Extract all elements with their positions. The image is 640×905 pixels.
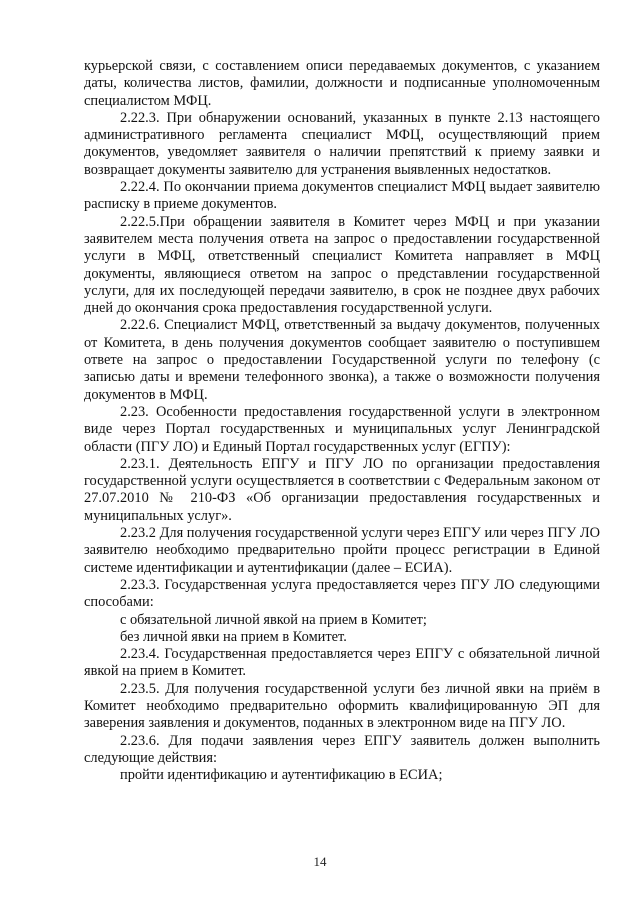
paragraph-2-22-4: 2.22.4. По окончании приема документов специалист МФЦ выдает заявителю расписку в приеме документов. <box>84 179 600 213</box>
paragraph-2-23-6: 2.23.6. Для подачи заявления через ЕПГУ заявитель должен выполнить следующие действия: <box>84 732 600 766</box>
paragraph-2-23-5: 2.23.5. Для получения государственной услуги без личной явки на приём в Комитет необходимо предварительно оформить квалифицированную ЭП для заверения заявления и документов, поданных в электронном виде на ПГУ ЛО. <box>84 680 600 732</box>
paragraph-2-22-6: 2.22.6. Специалист МФЦ, ответственный за выдачу документов, полученных от Комитета, в день получения документов сообщает заявителю о поступившем ответе на запрос о предоставлении Государственной услуги по телефону (с записью даты и времени телефонного звонка), а также о возможности получения документов в МФЦ. <box>84 317 600 403</box>
document-body <box>84 58 600 784</box>
list-item-with-visit: с обязательной личной явкой на прием в Комитет; <box>120 611 427 628</box>
paragraph-2-23: 2.23. Особенности предоставления государственной услуги в электронном виде через Портал государственных и муниципальных услуг Ленинградской области (ПГУ ЛО) и Единый Портал государственных услуг (ЕГПУ): <box>84 403 600 455</box>
paragraph-continuation: курьерской связи, с составлением описи передаваемых документов, с указанием даты, количества листов, фамилии, должности и подписанные уполномоченным специалистом МФЦ. <box>84 58 600 109</box>
page-number: 14 <box>313 854 327 869</box>
paragraph-2-23-2: 2.23.2 Для получения государственной услуги через ЕПГУ или через ПГУ ЛО заявителю необходимо предварительно пройти процесс регистрации в Единой системе идентификации и аутентификации (далее – ЕСИА). <box>84 525 600 576</box>
paragraph-2-23-4: 2.23.4. Государственная предоставляется через ЕПГУ с обязательной личной явкой на прием в Комитет. <box>84 646 600 680</box>
paragraph-2-23-1: 2.23.1. Деятельность ЕПГУ и ПГУ ЛО по организации предоставления государственной услуги осуществляется в соответствии с Федеральным законом от 27.07.2010 № 210-ФЗ «Об организации предоставления государственных и муниципальных услуг». <box>84 455 600 524</box>
paragraph-2-22-5: 2.22.5.При обращении заявителя в Комитет через МФЦ и при указании заявителем места получения ответа на запрос о предоставлении государственной услуги в МФЦ, ответственный специалист Комитета направляет в МФЦ документы, являющиеся ответом на запрос о представлении государственной услуги, для их последующей передачи заявителю, в срок не позднее двух рабочих дней до окончания срока предоставления государственной услуги. <box>84 213 600 317</box>
paragraph-2-22-3: 2.22.3. При обнаружении оснований, указанных в пункте 2.13 настоящего административного регламента специалист МФЦ, осуществляющий прием документов, уведомляет заявителя о наличии препятствий к приему заявки и возвращает документы заявителю для устранения выявленных недостатков. <box>84 109 600 178</box>
paragraph-2-23-3: 2.23.3. Государственная услуга предоставляется через ПГУ ЛО следующими способами: <box>84 576 600 611</box>
list-item-without-visit: без личной явки на прием в Комитет. <box>120 628 347 645</box>
list-item-esia-auth: пройти идентификацию и аутентификацию в ЕСИА; <box>120 767 443 784</box>
